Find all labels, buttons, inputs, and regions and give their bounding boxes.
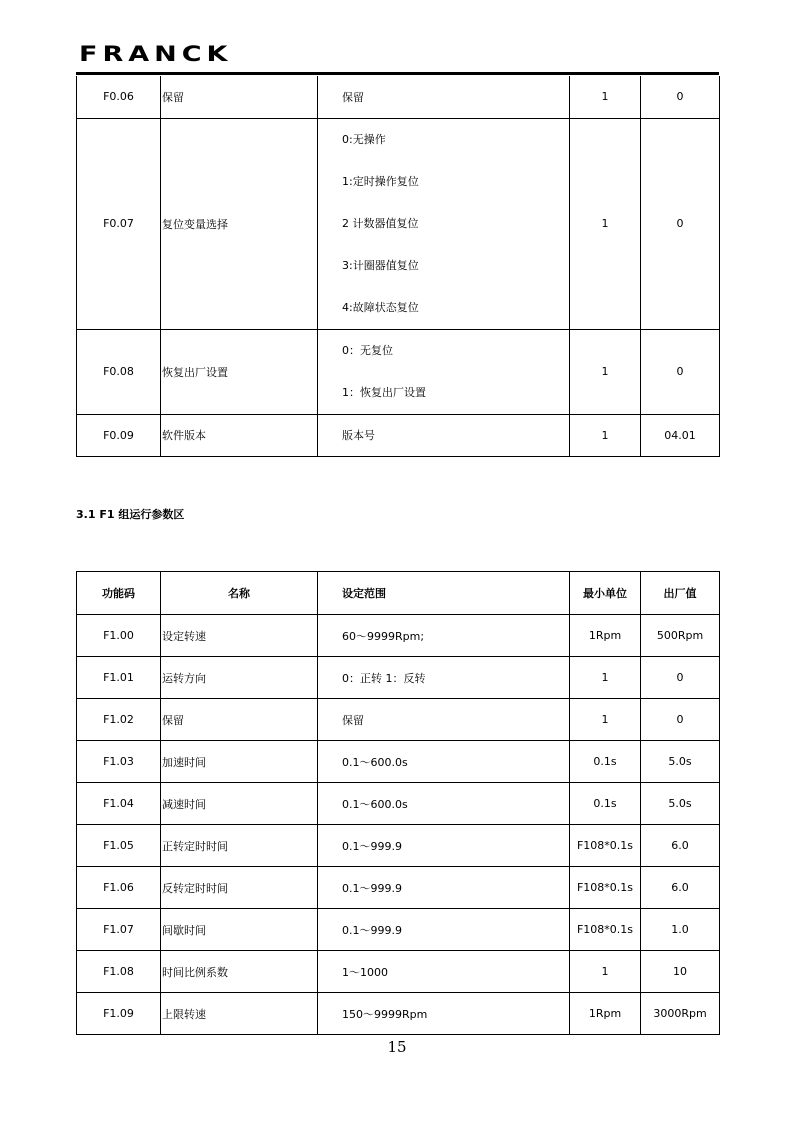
function-code: F1.02 (77, 699, 161, 741)
factory-default: 5.0s (641, 741, 720, 783)
table-row (77, 741, 720, 783)
min-unit: 1Rpm (570, 615, 641, 657)
factory-default: 10 (641, 951, 720, 993)
min-unit: 1 (570, 118, 641, 329)
parameter-name: 减速时间 (161, 783, 318, 825)
table-row (77, 783, 720, 825)
parameter-name: 间歇时间 (161, 909, 318, 951)
factory-default: 0 (641, 118, 720, 329)
function-code: F1.06 (77, 867, 161, 909)
parameter-name: 恢复出厂设置 (161, 329, 318, 414)
function-code: F0.09 (77, 414, 161, 456)
min-unit: 0.1s (570, 741, 641, 783)
min-unit: F108*0.1s (570, 909, 641, 951)
setting-range: 版本号 (318, 414, 570, 456)
header-rule (76, 72, 719, 75)
setting-range: 0.1～999.9 (318, 909, 570, 951)
table-row (77, 329, 720, 414)
table-row (77, 867, 720, 909)
function-code: F1.07 (77, 909, 161, 951)
column-header-code: 功能码 (77, 572, 161, 615)
parameter-name: 加速时间 (161, 741, 318, 783)
min-unit: 1 (570, 414, 641, 456)
min-unit: 0.1s (570, 783, 641, 825)
function-code: F1.09 (77, 993, 161, 1035)
factory-default: 04.01 (641, 414, 720, 456)
franck-logo: FRANCK (79, 42, 233, 67)
factory-default: 3000Rpm (641, 993, 720, 1035)
function-code: F0.08 (77, 329, 161, 414)
parameter-name: 保留 (161, 76, 318, 118)
min-unit: 1 (570, 657, 641, 699)
column-header-default: 出厂值 (641, 572, 720, 615)
range-option: 2 计数器值复位 (342, 216, 419, 230)
setting-range: 0.1～600.0s (318, 741, 570, 783)
function-code: F1.01 (77, 657, 161, 699)
range-option: 3:计圈器值复位 (342, 258, 419, 272)
min-unit: 1Rpm (570, 993, 641, 1035)
function-code: F0.06 (77, 76, 161, 118)
factory-default: 5.0s (641, 783, 720, 825)
factory-default: 0 (641, 76, 720, 118)
section-title: 3.1 F1 组运行参数区 (76, 508, 185, 521)
setting-range: 1～1000 (318, 951, 570, 993)
table-row (77, 76, 720, 118)
setting-range: 保留 (318, 76, 570, 118)
min-unit: F108*0.1s (570, 825, 641, 867)
setting-range: 60～9999Rpm; (318, 615, 570, 657)
min-unit: 1 (570, 76, 641, 118)
function-code: F1.08 (77, 951, 161, 993)
setting-range (318, 118, 570, 329)
factory-default: 0 (641, 329, 720, 414)
table-row (77, 699, 720, 741)
table-row (77, 825, 720, 867)
parameter-table-f1 (76, 571, 720, 1035)
function-code: F1.00 (77, 615, 161, 657)
parameter-name: 时间比例系数 (161, 951, 318, 993)
function-code: F1.05 (77, 825, 161, 867)
column-header-name: 名称 (161, 572, 318, 615)
parameter-name: 上限转速 (161, 993, 318, 1035)
setting-range (318, 329, 570, 414)
table-row (77, 414, 720, 456)
table-row (77, 615, 720, 657)
function-code: F1.04 (77, 783, 161, 825)
page-number: 15 (387, 1038, 407, 1056)
setting-range: 150～9999Rpm (318, 993, 570, 1035)
range-option: 1：恢复出厂设置 (342, 385, 426, 399)
factory-default: 6.0 (641, 867, 720, 909)
parameter-name: 软件版本 (161, 414, 318, 456)
setting-range: 0.1～999.9 (318, 867, 570, 909)
parameter-name: 保留 (161, 699, 318, 741)
range-option: 1:定时操作复位 (342, 174, 419, 188)
setting-range: 保留 (318, 699, 570, 741)
table-row (77, 909, 720, 951)
table-row (77, 118, 720, 329)
function-code: F0.07 (77, 118, 161, 329)
parameter-name: 正转定时时间 (161, 825, 318, 867)
range-option: 0：无复位 (342, 343, 393, 357)
table-row (77, 951, 720, 993)
table-row (77, 657, 720, 699)
parameter-name: 反转定时时间 (161, 867, 318, 909)
parameter-name: 设定转速 (161, 615, 318, 657)
factory-default: 500Rpm (641, 615, 720, 657)
parameter-name: 运转方向 (161, 657, 318, 699)
setting-range: 0.1～999.9 (318, 825, 570, 867)
min-unit: F108*0.1s (570, 867, 641, 909)
setting-range: 0：正转 1：反转 (318, 657, 570, 699)
min-unit: 1 (570, 329, 641, 414)
factory-default: 1.0 (641, 909, 720, 951)
function-code: F1.03 (77, 741, 161, 783)
factory-default: 0 (641, 657, 720, 699)
table-header-row (77, 572, 720, 615)
table-row (77, 993, 720, 1035)
parameter-table-f0 (76, 76, 720, 457)
range-option: 4:故障状态复位 (342, 300, 419, 314)
factory-default: 6.0 (641, 825, 720, 867)
column-header-min-unit: 最小单位 (570, 572, 641, 615)
min-unit: 1 (570, 951, 641, 993)
parameter-name: 复位变量选择 (161, 118, 318, 329)
column-header-range: 设定范围 (318, 572, 570, 615)
range-option: 0:无操作 (342, 132, 386, 146)
setting-range: 0.1～600.0s (318, 783, 570, 825)
factory-default: 0 (641, 699, 720, 741)
min-unit: 1 (570, 699, 641, 741)
